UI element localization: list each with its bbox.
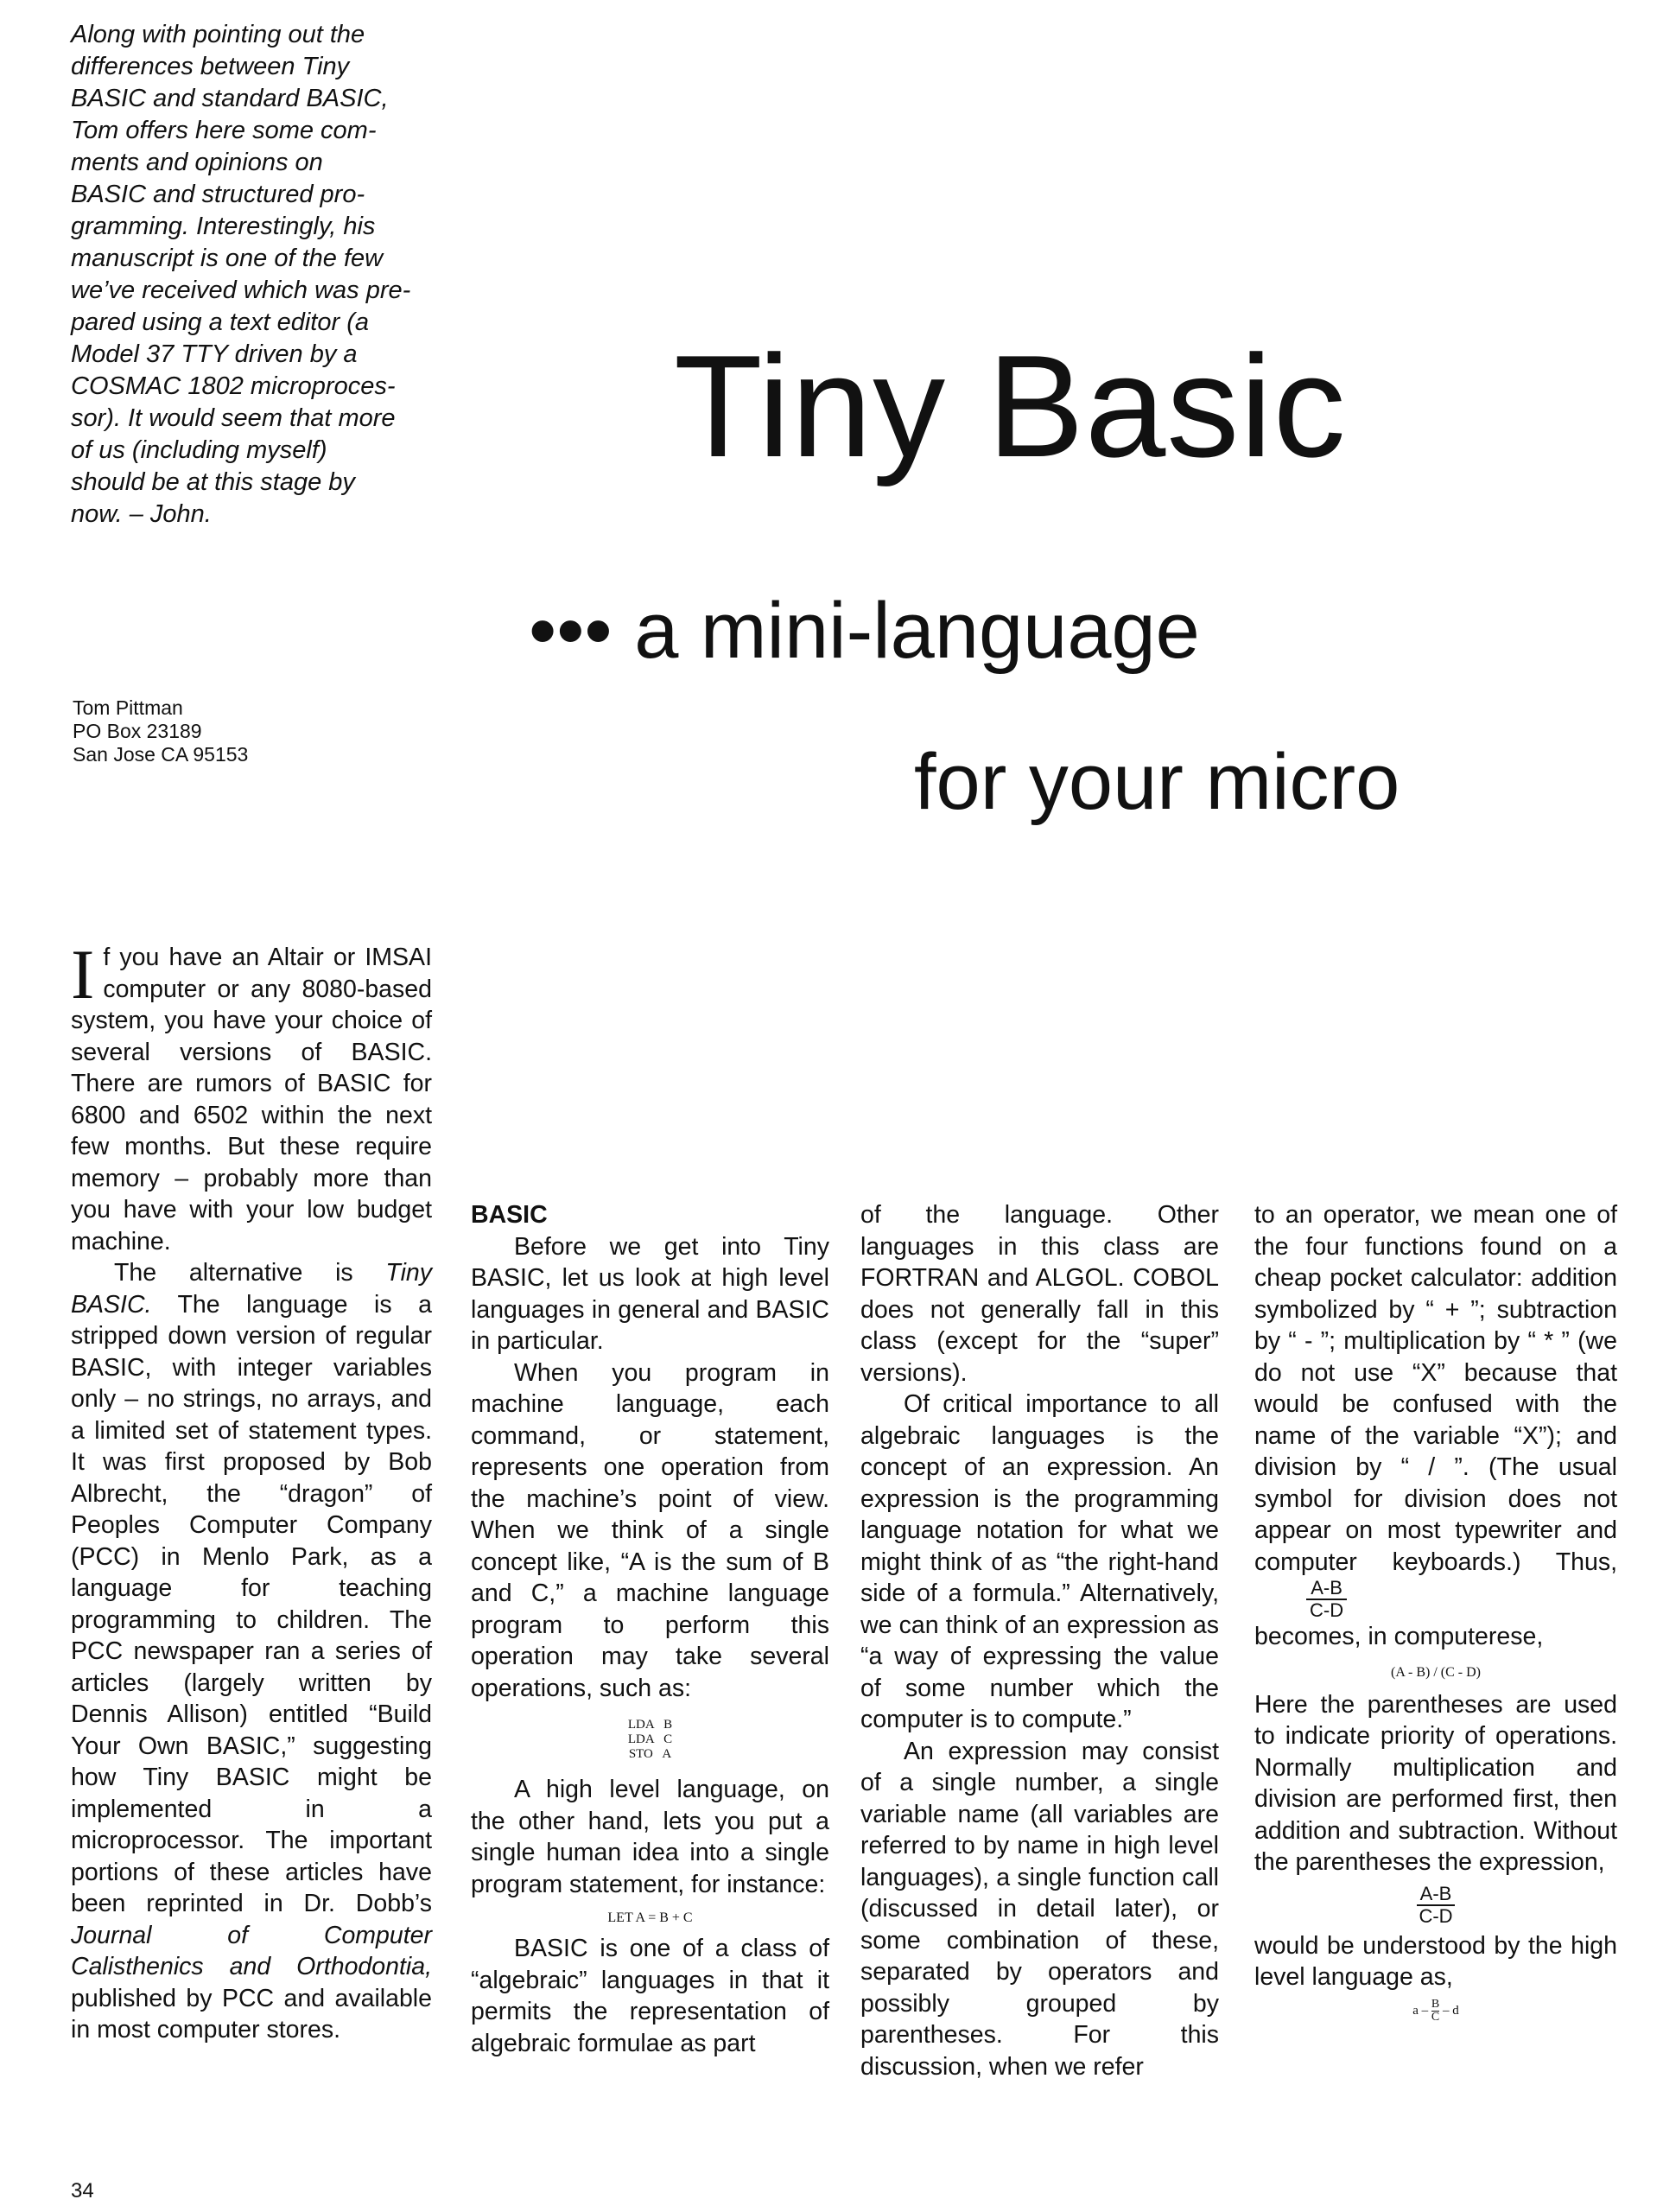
intro-line: Tom offers here some com- [71,117,377,144]
author-name: Tom Pittman [73,696,183,719]
author-box: PO Box 23189 [73,720,202,742]
article-subtitle-line1: ••• a mini-language [529,587,1200,675]
intro-line: COSMAC 1802 microproces- [71,372,396,400]
intro-line: differences between Tiny [71,53,350,80]
page-number: 34 [71,2179,94,2202]
author-city: San Jose CA 95153 [73,743,249,766]
text-run: published by PCC and available in most computer stores. [71,1984,432,2044]
article-title: Tiny Basic [674,325,1347,487]
fraction [1431,1999,1439,2024]
fraction-denominator: C-D [1419,1904,1453,1927]
intro-line: now. – John. [71,500,212,528]
intro-line: gramming. Interestingly, his [71,213,376,240]
formula-part: a – [1412,2003,1429,2018]
fraction [1306,1578,1347,1621]
fraction [1254,1884,1617,1927]
fraction-numerator: A-B [1306,1578,1347,1600]
column-1 [71,935,432,2046]
fraction-denominator: C [1431,2010,1440,2024]
paragraph: of the language. Other languages in this class are FORTRAN and ALGOL. COBOL does not generally fall in this class (except for the “super” versions). [860,1201,1219,1387]
paragraph: A high level language, on the other hand, lets you put a single human idea into a single program statement, for instance: [471,1776,829,1898]
intro-line: BASIC and standard BASIC, [71,85,389,112]
text-run: The language is a stripped down version of regular BASIC, with integer variables only – no strings, no arrays, and a limited set of statement types. It was first proposed by Bob Albrecht, the “dragon” of Peoples Computer Company (PCC) in Menlo Park, as a language for teaching programming to children. The PCC newspaper ran a series of articles (largely written by Dennis Allison) entitled “Build Your Own BASIC,” suggesting how Tiny BASIC might be implemented in a microprocessor. The important portions of these articles have been reprinted in Dr. Dobb’s [71,1290,432,1917]
paragraph: When you program in machine language, each command, or statement, represents one operation from the machine’s point of view. When we think of a single concept like, “A is the sum of B and C,” a machine language program to perform this operation may take several operations, such as: [471,1358,829,1702]
paragraph: Before we get into Tiny BASIC, let us look at high level languages in general and BASIC in particular. [471,1232,829,1355]
paragraph: An expression may consist of a single number, a single variable name (all variables are referred to by name in high level languages), a single function call (discussed in detail later), or some combination of these, separated by operators and possibly grouped by parentheses. For this discussion, when we refer [860,1737,1219,2081]
intro-line: of us (including myself) [71,436,327,464]
paragraph [1254,1199,1617,1621]
paragraph [71,1257,432,2046]
fraction-numerator: B [1431,1997,1440,2011]
intro-line: sor). It would seem that more [71,404,396,432]
emphasis: Journal of Computer Calisthenics and Orthodontia, [71,1921,432,1980]
paragraph: BASIC is one of a class of “algebraic” languages in that it permits the representation of algebraic formulae as part [471,1935,829,2057]
paragraph: would be understood by the high level language as, [1254,1931,1617,1991]
column-4 [1254,1199,1617,2024]
column-2 [471,1199,829,2059]
formula-part: – d [1443,2003,1459,2018]
intro-line: BASIC and structured pro- [71,181,365,208]
paragraph: Here the parentheses are used to indicate priority of operations. Normally multiplication and division are performed first, then addition and subtraction. Without the parentheses the expression, [1254,1690,1617,1876]
fraction-numerator: A-B [1417,1884,1456,1906]
code-sample: (A - B) / (C - D) [1391,1664,1481,1680]
fraction-denominator: C-D [1310,1599,1344,1621]
paragraph [71,935,432,1257]
intro-line: ments and opinions on [71,149,323,176]
author-address [73,696,248,766]
paragraph-text: f you have an Altair or IMSAI computer or any 8080-based system, you have your choice of several versions of BASIC. There are rumors of BASIC for 6800 and 6502 within the next few months. But these require memory – probably more than you have with your low budget machine. [71,944,432,1255]
code-sample: LET A = B + C [607,1910,693,1925]
intro-line: pared using a text editor (a [71,308,369,336]
intro-line: Model 37 TTY driven by a [71,340,358,368]
intro-line: Along with pointing out the [71,21,365,48]
drop-cap: I [71,935,95,1014]
article-subtitle-line2: for your micro [914,738,1400,826]
intro-line: should be at this stage by [71,468,355,496]
paragraph: becomes, in computerese, [1254,1623,1544,1650]
code-sample: LDA B LDA C STO A [627,1718,673,1761]
emphasis: Tiny BASIC. [71,1259,432,1319]
paragraph: Of critical importance to all algebraic languages is the concept of an expression. An expression is the programming language notation for what we might think of as “the right-hand side of a formula.” Alternatively, we can think of an expression as “a way of expressing the value of some number which the computer is to compute.” [860,1390,1219,1733]
paragraph-text: to an operator, we mean one of the four functions found on a cheap pocket calculator: addition symbolized by “ + ”; subtraction by “ - ”; multiplication by “ * ” (we do not use “X” because that would be confused with the name of the variable “X”); and division by “ / ”. (The usual symbol for division does not appear on most typewriter and computer keyboards.) Thus, [1254,1201,1617,1576]
intro-line: manuscript is one of the few [71,245,384,272]
intro-line: we’ve received which was pre- [71,276,411,304]
formula [1254,1999,1617,2024]
intro-note [71,19,432,531]
text-run: The alternative is [114,1259,386,1287]
column-3 [860,1199,1219,2082]
section-heading: BASIC [471,1201,548,1229]
